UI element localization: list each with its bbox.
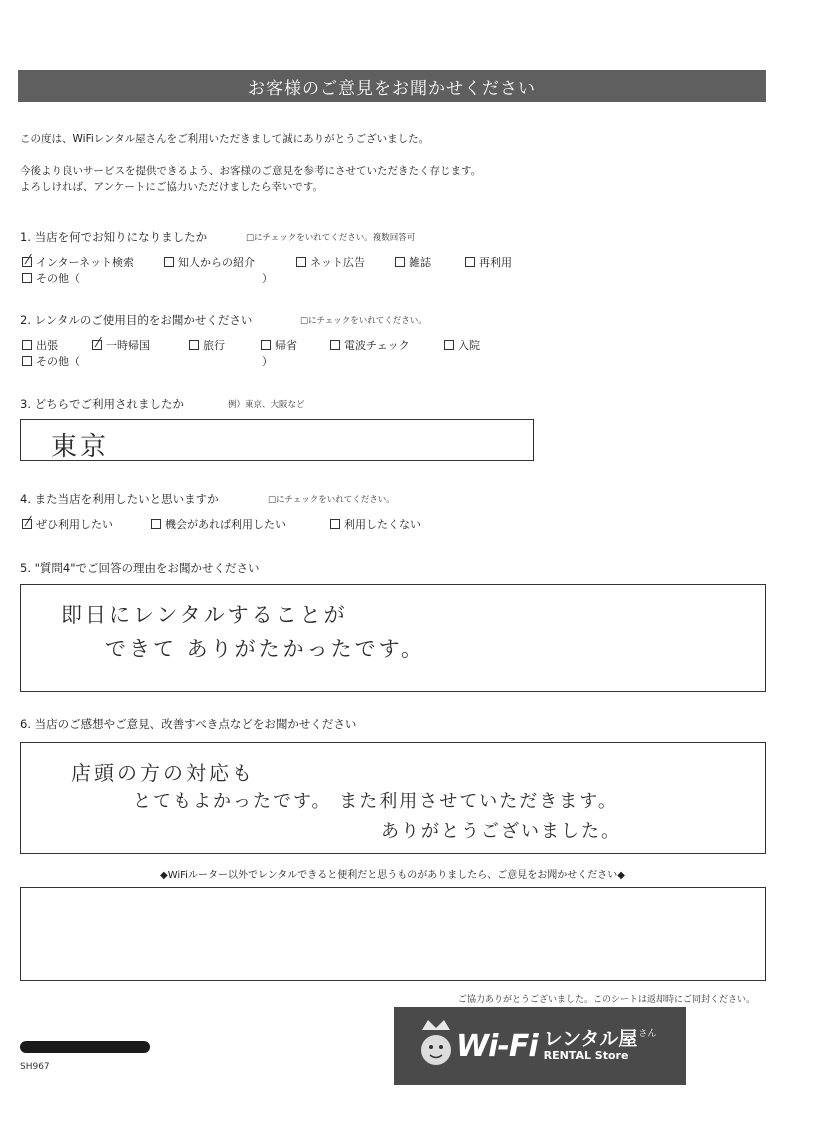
logo-text-group [544, 1030, 657, 1061]
q5-answer-box[interactable] [20, 584, 766, 692]
question-6-label: 6. 当店のご感想やご意見、改善すべき点などをお聞かせください [20, 717, 357, 731]
document-code: SH967 [20, 1062, 50, 1072]
checkbox[interactable] [22, 340, 32, 350]
mascot-icon [412, 1016, 460, 1076]
checkbox[interactable] [22, 356, 32, 366]
q1-option-net-ad[interactable]: ネット広告 [296, 254, 365, 270]
checkbox-checked[interactable] [92, 340, 102, 350]
question-2-note: □にチェックをいれてください。 [300, 316, 427, 326]
question-3-note: 例）東京、大阪など [228, 400, 305, 410]
q3-handwritten-answer: 東京 [51, 432, 110, 462]
page-title-text: お客様のご意見をお聞かせください [248, 78, 536, 99]
q1-option-internet-search[interactable]: インターネット検索 [22, 254, 134, 270]
checkbox[interactable] [330, 340, 340, 350]
checkbox[interactable] [261, 340, 271, 350]
checkbox-checked[interactable] [22, 519, 32, 529]
footer-thanks: ご協力ありがとうございました。このシートは返却時にご同封ください。 [458, 995, 756, 1005]
checkbox[interactable] [330, 519, 340, 529]
q6-handwritten-line-3: ありがとうございました。 [381, 821, 621, 842]
question-4-label: 4. また当店を利用したいと思いますか [20, 492, 219, 506]
q2-option-temporary-return[interactable]: 一時帰国 [92, 337, 150, 353]
q1-option-magazine[interactable]: 雑誌 [395, 254, 431, 270]
q1-other-close: ） [262, 272, 273, 285]
q7-answer-box[interactable] [20, 887, 766, 981]
q3-answer-box[interactable] [20, 419, 534, 461]
q5-handwritten-line-2: できて ありがたかったです。 [105, 637, 425, 661]
checkbox[interactable] [22, 273, 32, 283]
q2-option-hospital[interactable]: 入院 [444, 337, 480, 353]
q4-option-no[interactable]: 利用したくない [330, 516, 421, 532]
q4-option-if-chance[interactable]: 機会があれば利用したい [151, 516, 286, 532]
intro-line-3: よろしければ、アンケートにご協力いただけましたら幸いです。 [20, 181, 324, 193]
logo-wifi-text: Wi-Fi [456, 1028, 538, 1064]
checkbox[interactable] [465, 257, 475, 267]
question-4-note: □にチェックをいれてください。 [268, 495, 395, 505]
checkbox[interactable] [395, 257, 405, 267]
q5-handwritten-line-1: 即日にレンタルすることが [61, 603, 348, 627]
q1-option-reuse[interactable]: 再利用 [465, 254, 512, 270]
question-7-label: ◆WiFiルーター以外でレンタルできると便利だと思うものがありましたら、ご意見をお聞かせください◆ [160, 870, 625, 881]
question-1-note: □にチェックをいれてください。複数回答可 [246, 233, 416, 243]
checkbox[interactable] [189, 340, 199, 350]
question-2-label: 2. レンタルのご使用目的をお聞かせください [20, 313, 253, 327]
checkbox[interactable] [151, 519, 161, 529]
page-title [18, 70, 766, 102]
store-logo [394, 1007, 686, 1085]
q2-option-homecoming[interactable]: 帰省 [261, 337, 297, 353]
logo-san-text: さん [638, 1029, 657, 1040]
q4-option-definitely[interactable]: ぜひ利用したい [22, 516, 113, 532]
q1-option-other[interactable]: その他（ [22, 270, 80, 286]
q2-option-signal-check[interactable]: 電波チェック [330, 337, 410, 353]
q6-handwritten-line-1: 店頭の方の対応も [71, 761, 255, 785]
redacted-text [20, 1041, 150, 1053]
q2-option-travel[interactable]: 旅行 [189, 337, 225, 353]
q2-option-other[interactable]: その他（ [22, 353, 80, 369]
q2-other-close: ） [262, 355, 273, 368]
intro-line-1: この度は、WiFiレンタル屋さんをご利用いただきまして誠にありがとうございました。 [20, 133, 430, 145]
checkbox[interactable] [164, 257, 174, 267]
checkbox[interactable] [296, 257, 306, 267]
checkbox[interactable] [444, 340, 454, 350]
checkbox-checked[interactable] [22, 257, 32, 267]
q6-handwritten-line-2: とてもよかったです。 また利用させていただきます。 [133, 791, 618, 812]
q1-option-referral[interactable]: 知人からの紹介 [164, 254, 255, 270]
q6-answer-box[interactable] [20, 742, 766, 854]
q2-option-business-trip[interactable]: 出張 [22, 337, 58, 353]
question-3-label: 3. どちらでご利用されましたか [20, 397, 185, 411]
question-1-label: 1. 当店を何でお知りになりましたか [20, 230, 208, 244]
intro-line-2: 今後より良いサービスを提供できるよう、お客様のご意見を参考にさせていただきたく存じます。 [20, 165, 482, 177]
question-5-label: 5. "質問4"でご回答の理由をお聞かせください [20, 561, 260, 575]
logo-en-text: RENTAL Store [543, 1049, 629, 1063]
logo-jp-text: レンタル屋 [543, 1028, 638, 1051]
